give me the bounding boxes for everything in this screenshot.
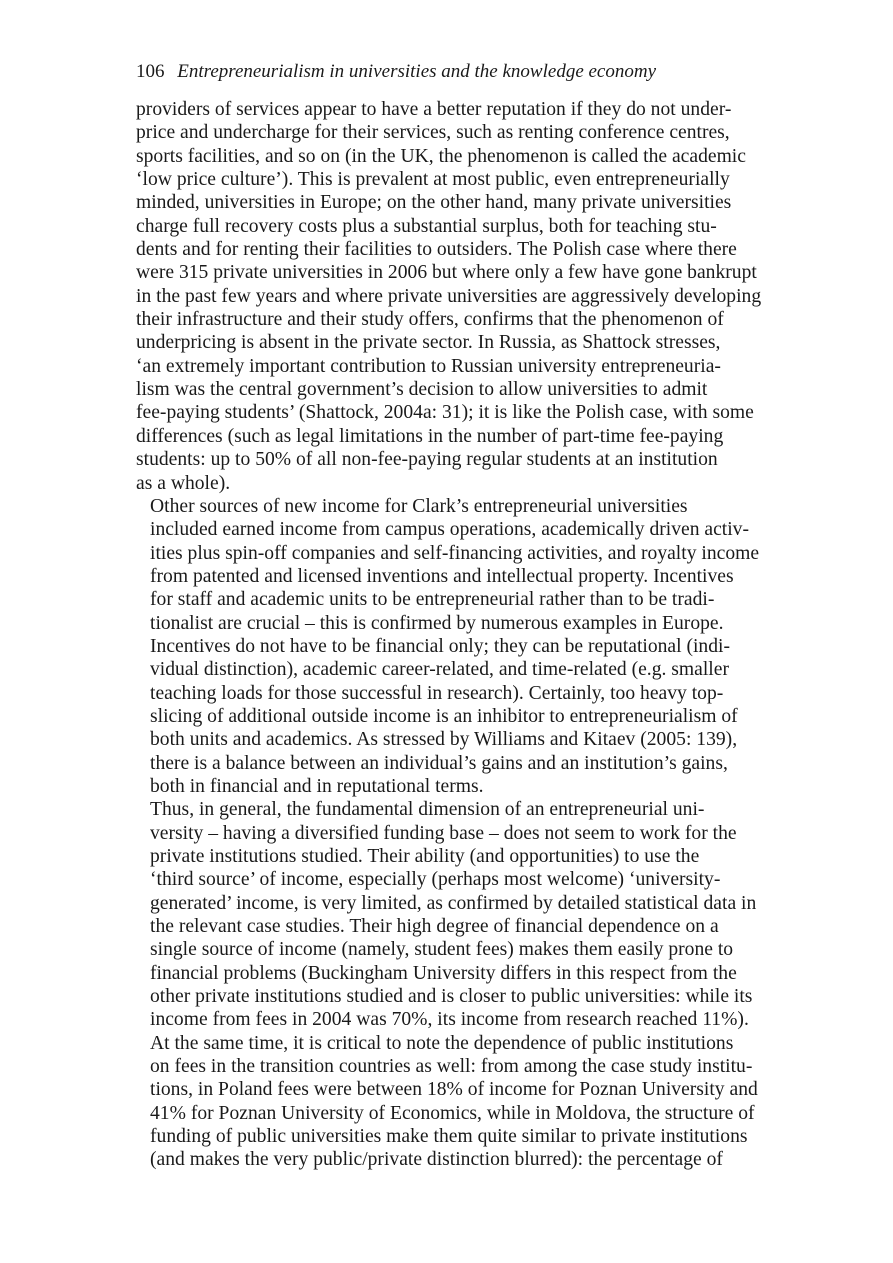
text-line: slicing of additional outside income is an inhibitor to entrepreneurialism of (150, 705, 738, 727)
text-line: tionalist are crucial – this is confirmed by numerous examples in Europe. (150, 612, 724, 634)
text-line: both units and academics. As stressed by Williams and Kitaev (2005: 139), (150, 729, 738, 751)
text-line: Other sources of new income for Clark’s entrepreneurial universities (150, 495, 688, 517)
text-line: private institutions studied. Their ability (and opportunities) to use the (150, 846, 700, 867)
text-line: dents and for renting their facilities to outsiders. The Polish case where there (136, 239, 737, 261)
text-line: vidual distinction), academic career-related, and time-related (e.g. smaller (150, 659, 729, 681)
text-line: students: up to 50% of all non-fee-paying regular students at an institution (136, 449, 718, 471)
text-line: charge full recovery costs plus a substantial surplus, both for teaching stu- (136, 215, 717, 237)
text-line: their infrastructure and their study offers, confirms that the phenomenon of (136, 309, 724, 331)
text-line: underpricing is absent in the private sector. In Russia, as Shattock stresses, (136, 332, 721, 354)
text-line: other private institutions studied and is closer to public universities: while its (150, 986, 753, 1008)
text-line: price and undercharge for their services, such as renting conference centres, (136, 122, 730, 144)
text-line: ‘an extremely important contribution to Russian university entrepreneuria- (136, 355, 721, 377)
text-line: versity – having a diversified funding base – does not seem to work for the (150, 822, 737, 844)
body-text (136, 98, 772, 1172)
text-line: in the past few years and where private universities are aggressively developing (136, 285, 762, 307)
text-line: tions, in Poland fees were between 18% of income for Poznan University and (150, 1079, 758, 1101)
text-line: on fees in the transition countries as well: from among the case study institu- (150, 1056, 753, 1078)
text-line: providers of services appear to have a better reputation if they do not under- (136, 99, 732, 120)
text-line: as a whole). (136, 472, 231, 494)
text-line: differences (such as legal limitations in the number of part-time fee-paying (136, 425, 724, 447)
paragraph-3 (136, 798, 772, 1172)
text-line: there is a balance between an individual’s gains and an institution’s gains, (150, 752, 728, 774)
text-line: Incentives do not have to be financial only; they can be reputational (indi- (150, 635, 730, 657)
text-line: sports facilities, and so on (in the UK, the phenomenon is called the academic (136, 145, 746, 167)
text-line: fee-paying students’ (Shattock, 2004a: 31); it is like the Polish case, with some (136, 402, 754, 424)
text-line: teaching loads for those successful in research). Certainly, too heavy top- (150, 682, 724, 704)
text-line: single source of income (namely, student fees) makes them easily prone to (150, 939, 734, 961)
text-line: ‘third source’ of income, especially (perhaps most welcome) ‘university- (150, 869, 721, 891)
text-line: 41% for Poznan University of Economics, while in Moldova, the structure of (150, 1102, 755, 1124)
text-line: were 315 private universities in 2006 but where only a few have gone bankrupt (136, 262, 757, 284)
text-line: for staff and academic units to be entrepreneurial rather than to be tradi- (150, 589, 715, 611)
paragraph-2 (136, 495, 772, 798)
text-line: generated’ income, is very limited, as confirmed by detailed statistical data in (150, 892, 757, 914)
text-line: financial problems (Buckingham University differs in this respect from the (150, 962, 737, 984)
text-line: Thus, in general, the fundamental dimension of an entrepreneurial uni- (150, 799, 705, 821)
running-title: Entrepreneurialism in universities and the knowledge economy (177, 61, 657, 82)
text-line: At the same time, it is critical to note the dependence of public institutions (150, 1032, 734, 1054)
text-line: (and makes the very public/private distinction blurred): the percentage of (150, 1149, 723, 1171)
text-line: income from fees in 2004 was 70%, its income from research reached 11%). (150, 1009, 749, 1031)
text-line: included earned income from campus operations, academically driven activ- (150, 519, 749, 541)
text-line: the relevant case studies. Their high degree of financial dependence on a (150, 916, 719, 938)
text-line: ‘low price culture’). This is prevalent at most public, even entrepreneurially (136, 169, 730, 191)
text-line: funding of public universities make them quite similar to private institutions (150, 1126, 748, 1148)
text-line: lism was the central government’s decision to allow universities to admit (136, 379, 708, 401)
text-line: minded, universities in Europe; on the other hand, many private universities (136, 192, 732, 214)
paragraph-1 (136, 98, 772, 495)
text-line: ities plus spin-off companies and self-financing activities, and royalty income (150, 542, 760, 564)
running-header (136, 60, 776, 84)
page-number: 106 (136, 61, 165, 82)
text-line: both in financial and in reputational terms. (150, 775, 484, 797)
text-line: from patented and licensed inventions and intellectual property. Incentives (150, 565, 734, 587)
